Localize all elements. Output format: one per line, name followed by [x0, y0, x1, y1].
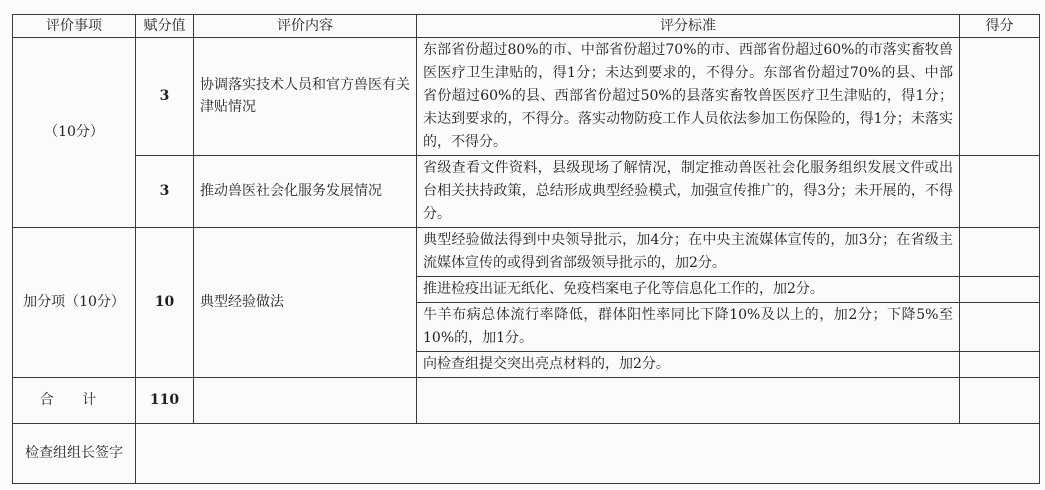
table-row: [13, 156, 1040, 228]
content-cell: 推动兽医社会化服务发展情况: [194, 156, 417, 228]
header-row: [13, 15, 1040, 38]
total-score-cell[interactable]: [960, 378, 1040, 424]
standard-cell: 省级查看文件资料，县级现场了解情况，制定推动兽医社会化服务组织发展文件或出台相关扶持政策，总结形成典型经验模式，加强宣传推广的，得3分；未开展的，不得分。: [417, 156, 960, 228]
bonus-standard-cell: 典型经验做法得到中央领导批示，加4分；在中央主流媒体宣传的，加3分；在省级主流媒体宣传的或得到省部级领导批示的，加2分。: [417, 228, 960, 277]
total-content-cell: [194, 378, 417, 424]
bonus-standard-cell: 向检查组提交突出亮点材料的，加2分。: [417, 352, 960, 378]
signature-label: 检查组组长签字: [13, 424, 136, 484]
header-item: 评价事项: [13, 15, 136, 38]
table-row: [13, 38, 1040, 156]
score-cell[interactable]: [960, 352, 1040, 378]
standard-cell: 东部省份超过80%的市、中部省份超过70%的市、西部省份超过60%的市落实畜牧兽医医疗卫生津贴的，得1分；未达到要求的，不得分。东部省份超过70%的县、中部省份超过60%的县、西部省份超过50%的县落实畜牧兽医医疗卫生津贴的，得1分；未达到要求的，不得分。落实动物防疫工作人员依法参加工伤保险的，得1分；未落实的，不得分。: [417, 38, 960, 156]
evaluation-table: [12, 14, 1040, 484]
header-points: 赋分值: [136, 15, 194, 38]
bonus-standard-cell: 推进检疫出证无纸化、免疫档案电子化等信息化工作的，加2分。: [417, 277, 960, 303]
bonus-points-cell: 10: [136, 228, 194, 378]
header-standard: 评分标准: [417, 15, 960, 38]
header-content: 评价内容: [194, 15, 417, 38]
total-points: 110: [136, 378, 194, 424]
table-row: [13, 228, 1040, 277]
total-standard-cell: [417, 378, 960, 424]
score-cell[interactable]: [960, 277, 1040, 303]
score-cell[interactable]: [960, 303, 1040, 352]
points-cell: 3: [136, 156, 194, 228]
score-cell[interactable]: [960, 228, 1040, 277]
category-cell: （10分）: [13, 38, 136, 228]
content-cell: 协调落实技术人员和官方兽医有关津贴情况: [194, 38, 417, 156]
score-cell[interactable]: [960, 156, 1040, 228]
header-score: 得分: [960, 15, 1040, 38]
bonus-category-cell: 加分项（10分）: [13, 228, 136, 378]
bonus-standard-cell: 牛羊布病总体流行率降低，群体阳性率同比下降10%及以上的，加2分；下降5%至10%的，加1分。: [417, 303, 960, 352]
points-cell: 3: [136, 38, 194, 156]
signature-row: [13, 424, 1040, 484]
signature-field[interactable]: [136, 424, 1040, 484]
total-row: [13, 378, 1040, 424]
total-label: 合 计: [13, 378, 136, 424]
bonus-content-cell: 典型经验做法: [194, 228, 417, 378]
score-cell[interactable]: [960, 38, 1040, 156]
